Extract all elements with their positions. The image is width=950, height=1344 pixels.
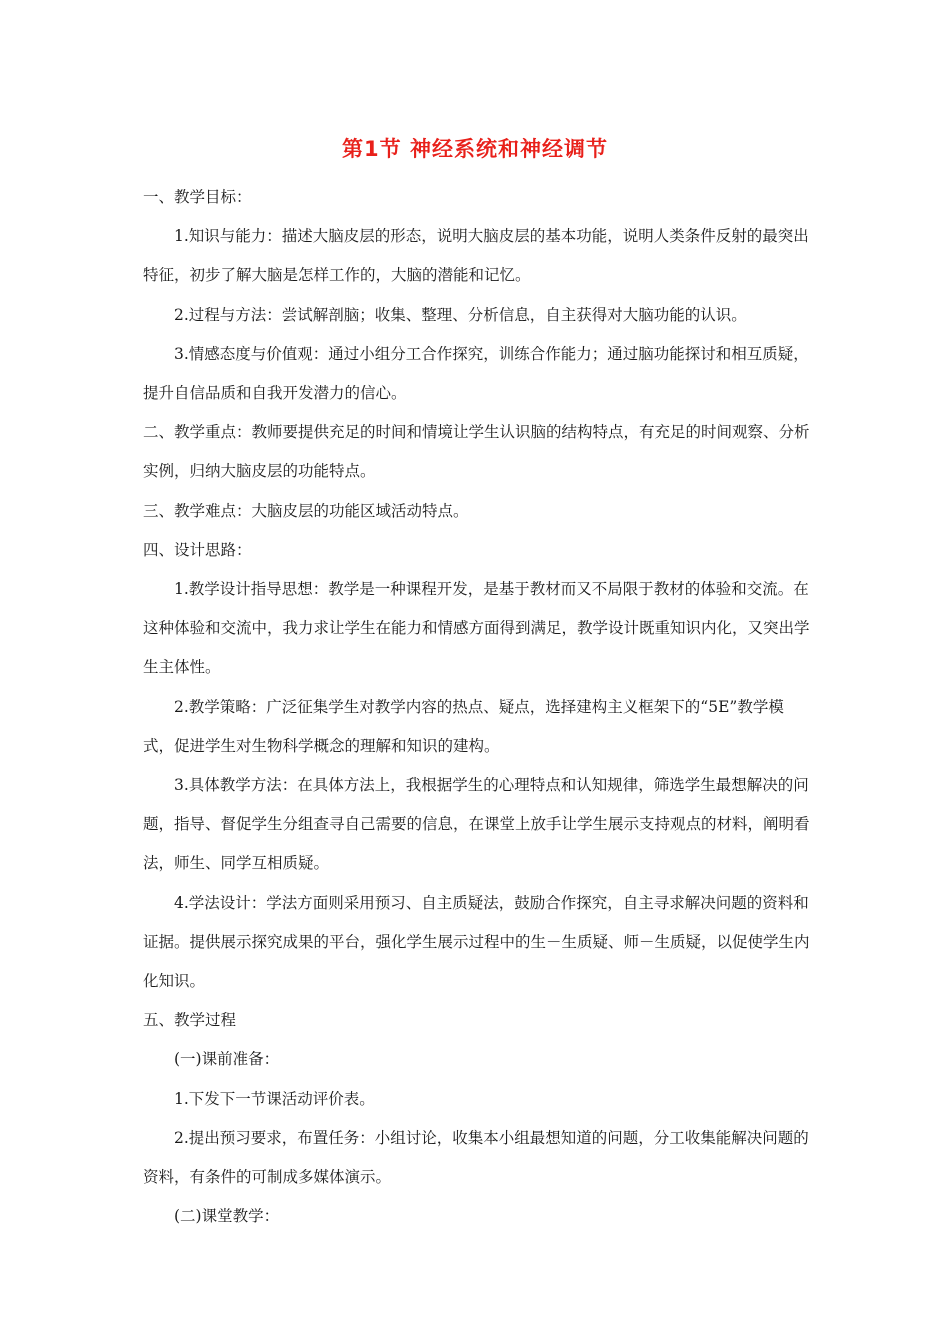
paragraph-process-method: 2.过程与方法：尝试解剖脑；收集、整理、分析信息，自主获得对大脑功能的认识。 — [174, 305, 747, 324]
paragraph-strategy: 2.教学策略：广泛征集学生对教学内容的热点、疑点，选择建构主义框架下的“5E”教学模式，促进学生对生物科学概念的理解和知识的建构。 — [143, 697, 784, 755]
subheading-preparation: (一)课前准备： — [174, 1050, 280, 1069]
heading-design-ideas: 四、设计思路： — [143, 540, 252, 559]
paragraph-difficulties: 三、教学难点：大脑皮层的功能区域活动特点。 — [143, 501, 469, 520]
heading-objectives: 一、教学目标： — [143, 188, 252, 206]
paragraph-prep-item-1: 1.下发下一节课活动评价表。 — [174, 1089, 375, 1108]
paragraph-knowledge-ability: 1.知识与能力：描述大脑皮层的形态，说明大脑皮层的基本功能，说明人类条件反射的最突出特征，初步了解大脑是怎样工作的，大脑的潜能和记忆。 — [143, 227, 809, 285]
subheading-classroom-teaching: (二)课堂教学： — [174, 1207, 280, 1226]
paragraph-guiding-idea: 1.教学设计指导思想：教学是一种课程开发，是基于教材而又不局限于教材的体验和交流。在这种体验和交流中，我力求让学生在能力和情感方面得到满足，教学设计既重知识内化，又突出学生主体性。 — [143, 580, 810, 677]
paragraph-learning-design: 4.学法设计：学法方面则采用预习、自主质疑法，鼓励合作探究，自主寻求解决问题的资料和证据。提供展示探究成果的平台，强化学生展示过程中的生－生质疑、师－生质疑，以促使学生内化知识。 — [143, 893, 810, 991]
heading-teaching-process: 五、教学过程 — [143, 1011, 237, 1030]
paragraph-methods: 3.具体教学方法：在具体方法上，我根据学生的心理特点和认知规律，筛选学生最想解决的问题，指导、督促学生分组查寻自己需要的信息，在课堂上放手让学生展示支持观点的材料，阐明看法，师生、同学互相质疑。 — [143, 776, 810, 873]
paragraph-key-points: 二、教学重点：教师要提供充足的时间和情境让学生认识脑的结构特点，有充足的时间观察、分析实例，归纳大脑皮层的功能特点。 — [143, 423, 810, 481]
document-body — [143, 178, 811, 1236]
paragraph-prep-item-2: 2.提出预习要求，布置任务：小组讨论，收集本小组最想知道的问题，分工收集能解决问题的资料，有条件的可制成多媒体演示。 — [143, 1128, 809, 1187]
document-title: 第1节 神经系统和神经调节 — [342, 137, 608, 161]
paragraph-attitude-values: 3.情感态度与价值观：通过小组分工合作探究，训练合作能力；通过脑功能探讨和相互质疑，提升自信品质和自我开发潜力的信心。 — [143, 344, 809, 403]
